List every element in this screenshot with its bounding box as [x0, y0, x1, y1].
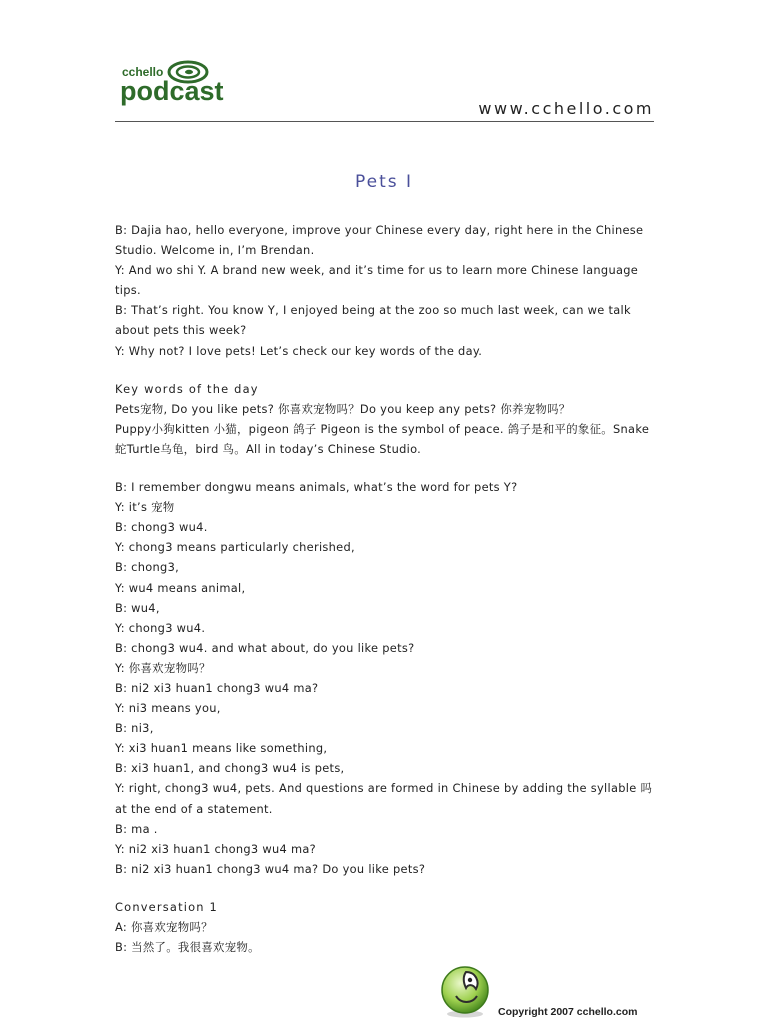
transcript-content [115, 220, 655, 957]
conversation-section [115, 897, 655, 957]
keywords-line: Pets宠物, Do you like pets? 你喜欢宠物吗？Do you keep any pets? 你养宠物吗？ [115, 401, 571, 416]
copyright-text: Copyright 2007 cchello.com [498, 1006, 638, 1018]
dialogue-line: B: chong3 wu4. [115, 520, 208, 535]
page-title: Pets I [354, 172, 414, 192]
intro-section [115, 220, 655, 361]
dialogue-line: Y: ni3 means you, [115, 701, 221, 716]
dialogue-line: B: ni3, [115, 721, 154, 736]
site-url[interactable]: www.cchello.com [478, 99, 654, 118]
conversation-heading: Conversation 1 [115, 899, 218, 914]
intro-line: Y: Why not? I love pets! Let’s check our key words of the day. [115, 343, 483, 358]
dialogue-line: Y: ni2 xi3 huan1 chong3 wu4 ma? [115, 841, 317, 856]
dialogue-line: B: chong3, [115, 560, 180, 575]
dialogue-line: B: ni2 xi3 huan1 chong3 wu4 ma? Do you like pets? [115, 861, 426, 876]
dialogue-line: Y: chong3 wu4. [115, 620, 206, 635]
intro-line: B: That’s right. You know Y, I enjoyed being at the zoo so much last week, can we talk about pets this week? [115, 303, 631, 338]
keywords-line: Puppy小狗kitten 小猫，pigeon 鸽子 Pigeon is the symbol of peace. 鸽子是和平的象征。Snake 蛇Turtle乌龟，bird 鸟。All in today’s Chinese Studio. [115, 421, 650, 456]
dialogue-line: Y: chong3 means particularly cherished, [115, 540, 355, 555]
conversation-line: A: 你喜欢宠物吗？ [115, 920, 213, 934]
logo-small-text: cchello [122, 65, 164, 79]
logo-big-text: podcast [120, 76, 224, 106]
cchello-podcast-logo[interactable] [120, 60, 240, 110]
dialogue-line: Y: xi3 huan1 means like something, [115, 741, 328, 756]
dialogue-line: Y: it’s 宠物 [115, 500, 175, 515]
conversation-line: B: 当然了。我很喜欢宠物。 [115, 940, 260, 955]
header-rule [115, 121, 654, 122]
intro-line: B: Dajia hao, hello everyone, improve your Chinese every day, right here in the Chinese Studio. Welcome in, I’m Brendan. [115, 223, 644, 258]
spacer [115, 879, 655, 897]
dialogue-line: B: chong3 wu4. and what about, do you like pets? [115, 640, 415, 655]
cchello-mascot-icon [436, 962, 494, 1020]
dialogue-line: B: ni2 xi3 huan1 chong3 wu4 ma? [115, 680, 319, 695]
dialogue-line: Y: right, chong3 wu4, pets. And questions are formed in Chinese by adding the syllable 吗 at the end of a statement. [115, 781, 653, 816]
page-header [0, 0, 768, 130]
dialogue-line: B: I remember dongwu means animals, what’s the word for pets Y? [115, 480, 518, 495]
dialogue-line: B: wu4, [115, 600, 160, 615]
dialogue-section [115, 477, 655, 879]
dialogue-line: Y: 你喜欢宠物吗？ [115, 660, 211, 675]
keywords-heading: Key words of the day [115, 381, 259, 396]
dialogue-line: B: ma . [115, 821, 158, 836]
spacer [115, 361, 655, 379]
dialogue-line: B: xi3 huan1, and chong3 wu4 is pets, [115, 761, 345, 776]
dialogue-line: Y: wu4 means animal, [115, 580, 246, 595]
spacer [115, 459, 655, 477]
intro-line: Y: And wo shi Y. A brand new week, and it’s time for us to learn more Chinese language tips. [115, 263, 639, 298]
keywords-section [115, 379, 655, 459]
